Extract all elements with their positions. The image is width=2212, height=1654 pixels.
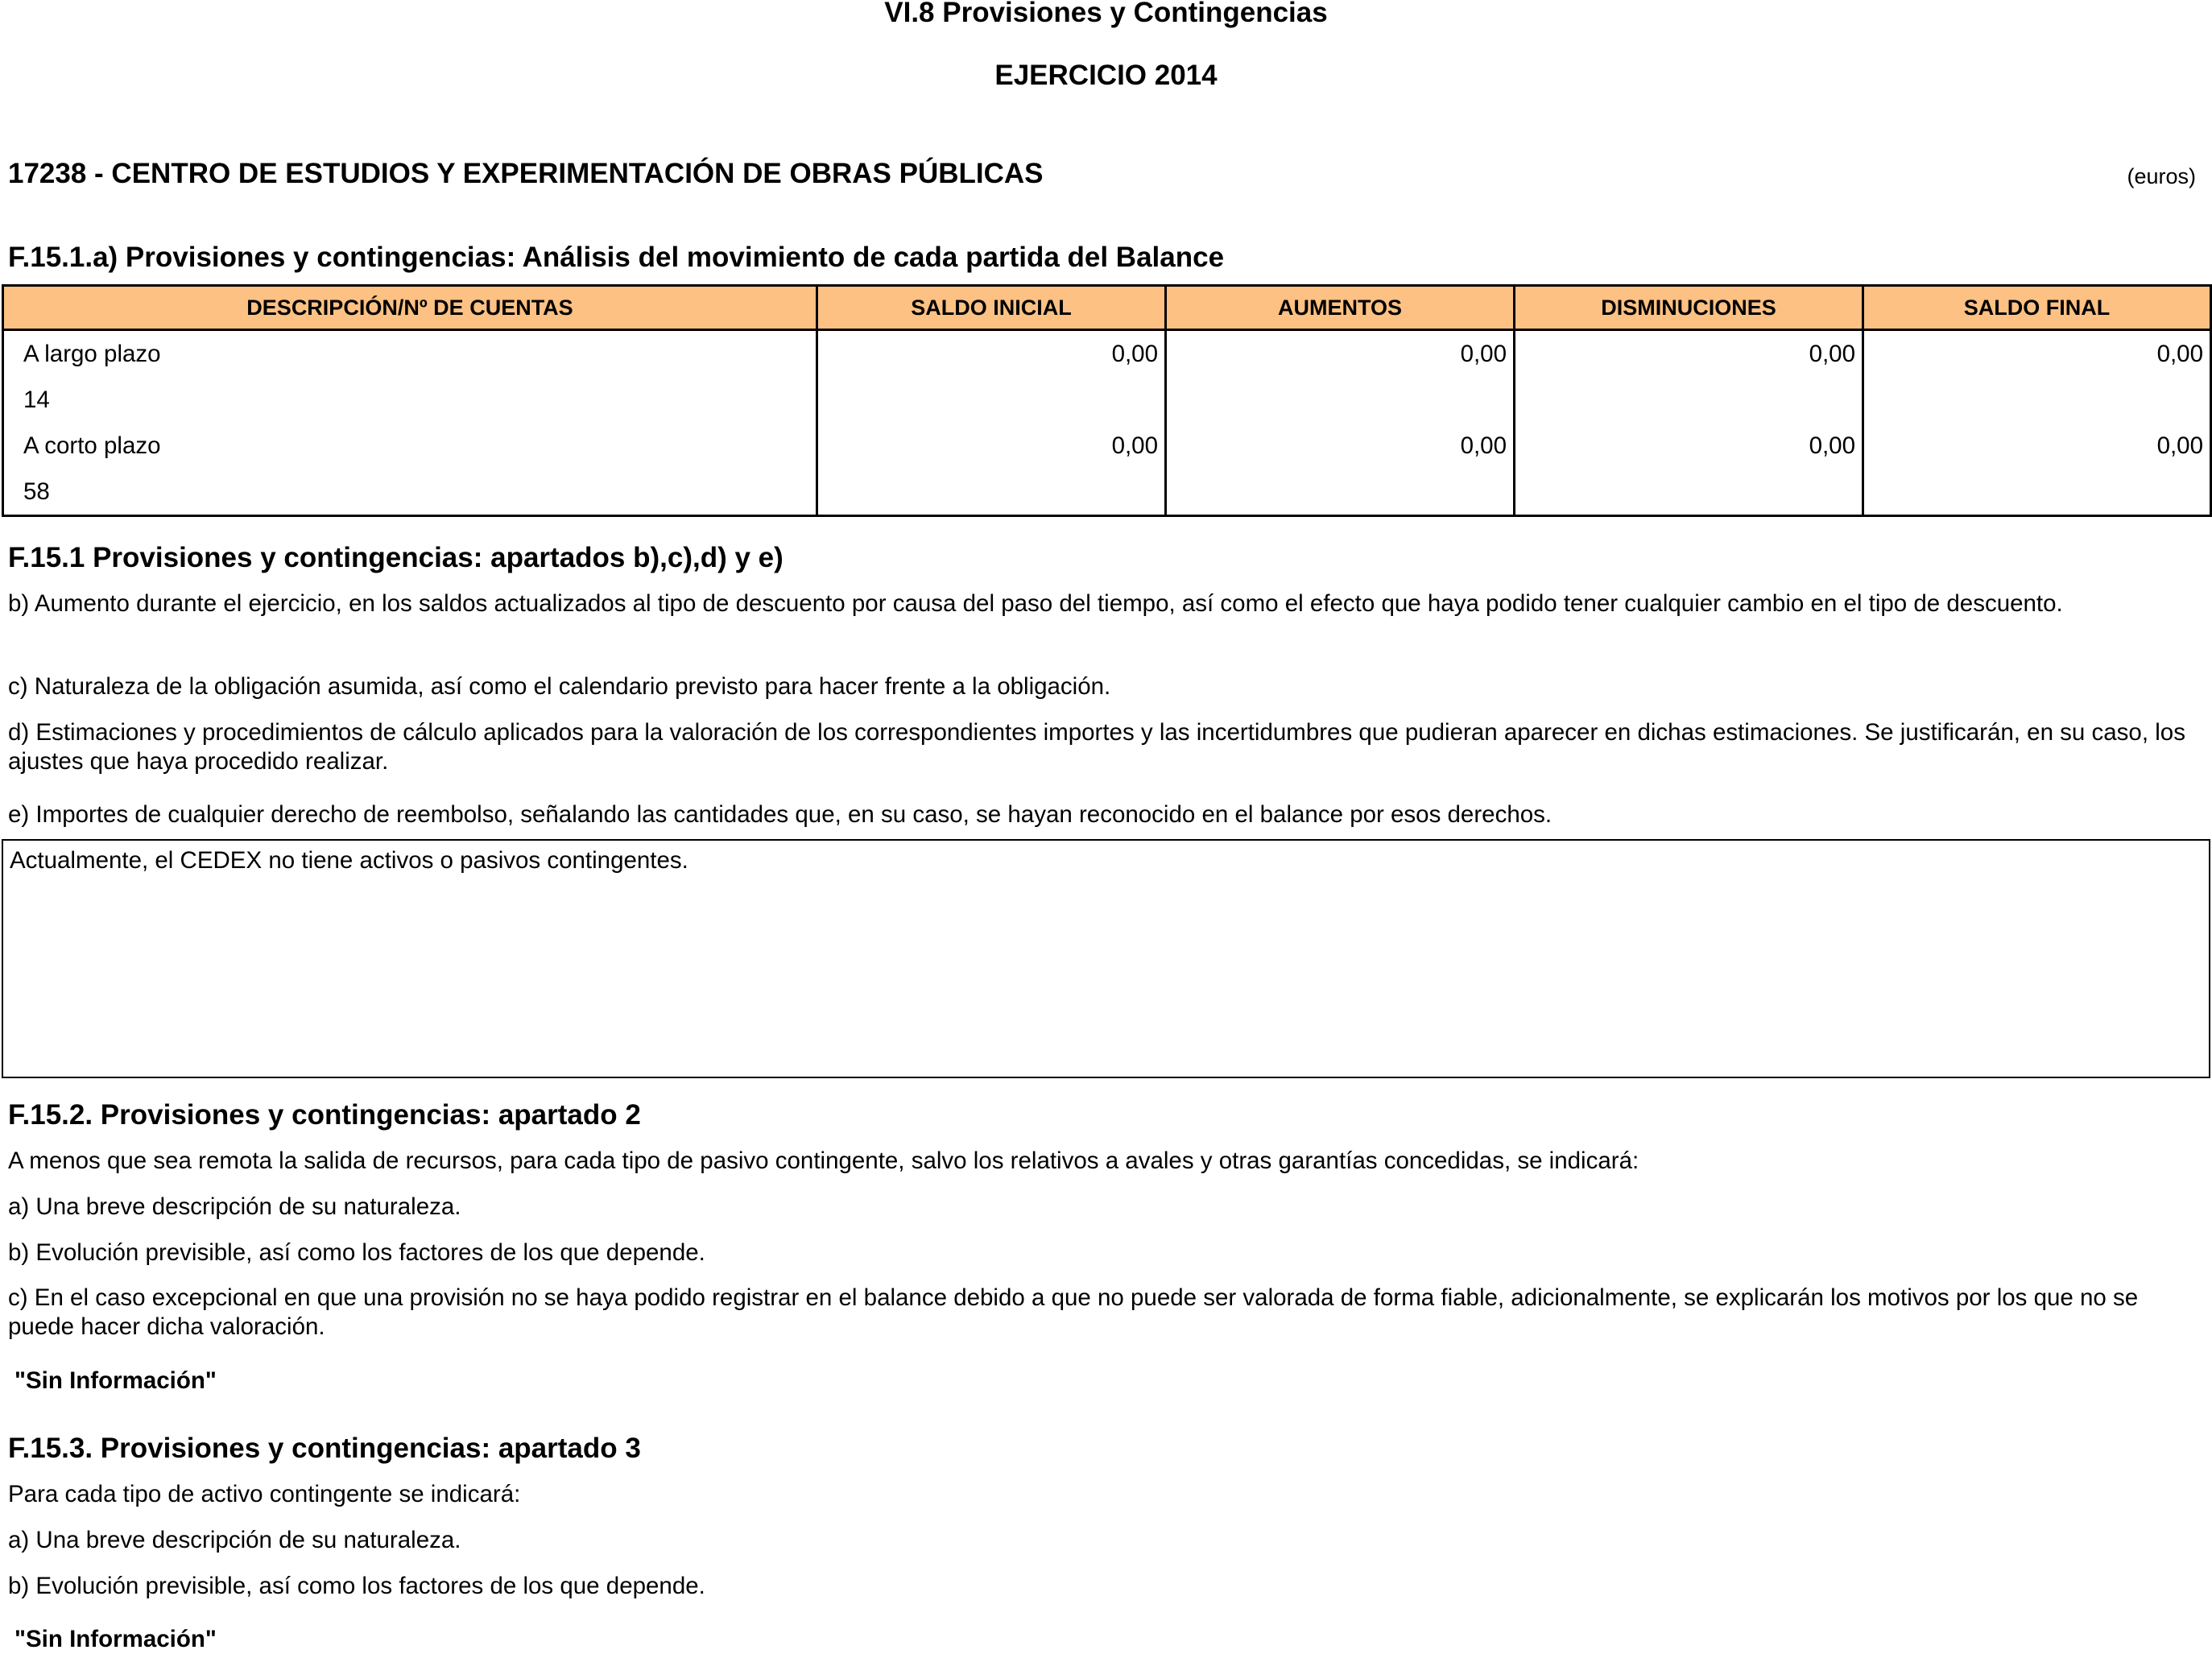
section-2-intro: A menos que sea remota la salida de recursos, para cada tipo de pasivo contingente, salvo los relativos a avales y otras garantías concedidas, se indicará: — [8, 1147, 1639, 1174]
table-header-row — [3, 286, 2211, 330]
section-3-answer: "Sin Información" — [14, 1626, 217, 1652]
aumentos-value — [1166, 377, 1515, 423]
paragraph-c: c) Naturaleza de la obligación asumida, así como el calendario previsto para hacer frente a la obligación. — [8, 673, 1111, 700]
organization-name: 17238 - CENTRO DE ESTUDIOS Y EXPERIMENTACIÓN DE OBRAS PÚBLICAS — [8, 158, 1044, 189]
row-description: 58 — [3, 469, 817, 516]
section-3-title: F.15.3. Provisiones y contingencias: apartado 3 — [8, 1433, 641, 1464]
page-title: VI.8 Provisiones y Contingencias — [884, 0, 1328, 28]
col-header-saldo-final: SALDO FINAL — [1863, 286, 2211, 330]
col-header-description: DESCRIPCIÓN/Nº DE CUENTAS — [3, 286, 817, 330]
section-2-item-c: c) En el caso excepcional en que una provisión no se haya podido registrar en el balance debido a que no puede ser valorada de forma fiable, adicionalmente, se explicarán los motivos por los que no se puede hacer dicha valoración. — [8, 1284, 2139, 1340]
section-3-item-a: a) Una breve descripción de su naturaleza. — [8, 1527, 461, 1553]
saldo-final-value — [1863, 469, 2211, 516]
section-2-item-a: a) Una breve descripción de su naturaleza. — [8, 1193, 461, 1220]
table-row — [3, 330, 2211, 378]
saldo-inicial-value: 0,00 — [817, 423, 1166, 469]
saldo-final-value — [1863, 377, 2211, 423]
table-row — [3, 377, 2211, 423]
row-description: 14 — [3, 377, 817, 423]
saldo-inicial-value: 0,00 — [817, 330, 1166, 378]
disminuciones-value — [1515, 469, 1863, 516]
movements-table — [2, 284, 2212, 517]
saldo-final-value: 0,00 — [1863, 330, 2211, 378]
section-a-title: F.15.1.a) Provisiones y contingencias: Análisis del movimiento de cada partida del Balance — [8, 242, 1225, 273]
answer-box — [2, 839, 2210, 1078]
section-2-title: F.15.2. Provisiones y contingencias: apartado 2 — [8, 1099, 641, 1131]
aumentos-value: 0,00 — [1166, 423, 1515, 469]
col-header-saldo-inicial: SALDO INICIAL — [817, 286, 1166, 330]
saldo-final-value: 0,00 — [1863, 423, 2211, 469]
aumentos-value — [1166, 469, 1515, 516]
disminuciones-value — [1515, 377, 1863, 423]
section-2-item-b: b) Evolución previsible, así como los factores de los que depende. — [8, 1239, 705, 1266]
row-description: A corto plazo — [3, 423, 817, 469]
section-3-item-b: b) Evolución previsible, así como los factores de los que depende. — [8, 1573, 705, 1599]
exercise-year: EJERCICIO 2014 — [994, 60, 1218, 91]
col-header-aumentos: AUMENTOS — [1166, 286, 1515, 330]
row-description: A largo plazo — [3, 330, 817, 378]
aumentos-value: 0,00 — [1166, 330, 1515, 378]
table-row — [3, 423, 2211, 469]
section-2-answer: "Sin Información" — [14, 1367, 217, 1394]
saldo-inicial-value — [817, 377, 1166, 423]
answer-text: Actualmente, el CEDEX no tiene activos o pasivos contingentes. — [10, 847, 688, 874]
saldo-inicial-value — [817, 469, 1166, 516]
section-3-intro: Para cada tipo de activo contingente se indicará: — [8, 1481, 521, 1507]
col-header-disminuciones: DISMINUCIONES — [1515, 286, 1863, 330]
section-b-title: F.15.1 Provisiones y contingencias: apartados b),c),d) y e) — [8, 542, 784, 573]
paragraph-b: b) Aumento durante el ejercicio, en los saldos actualizados al tipo de descuento por causa del paso del tiempo, así como el efecto que haya podido tener cualquier cambio en el tipo de descuento. — [8, 590, 2063, 617]
disminuciones-value: 0,00 — [1515, 423, 1863, 469]
table-row — [3, 469, 2211, 516]
disminuciones-value: 0,00 — [1515, 330, 1863, 378]
units-label: (euros) — [2127, 164, 2196, 188]
paragraph-e: e) Importes de cualquier derecho de reembolso, señalando las cantidades que, en su caso, se hayan reconocido en el balance por esos derechos. — [8, 801, 1553, 828]
paragraph-d: d) Estimaciones y procedimientos de cálculo aplicados para la valoración de los correspondientes importes y las incertidumbres que pudieran aparecer en dichas estimaciones. Se justificarán, en su caso, los ajustes que haya procedido realizar. — [8, 719, 2185, 775]
